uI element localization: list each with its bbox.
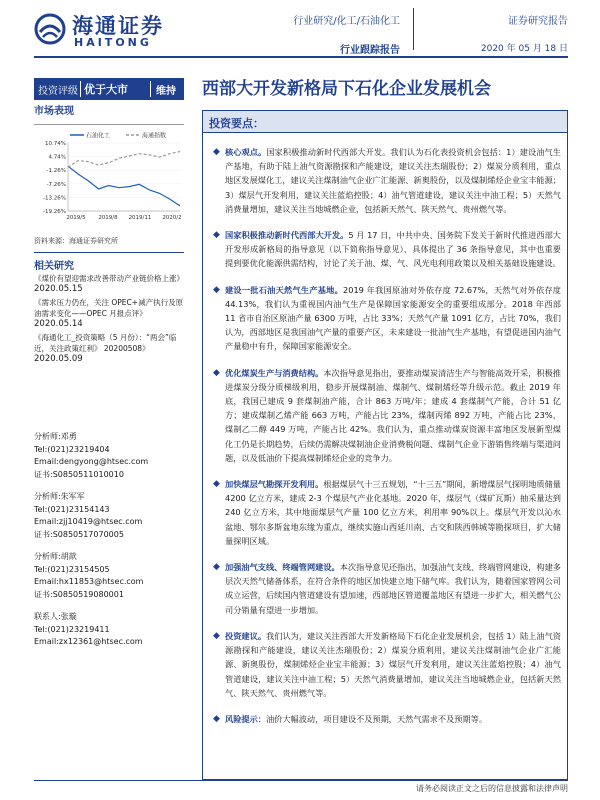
analyst-name: 分析师:胡歆 (34, 552, 77, 561)
legend-label-2: 海通指数 (142, 132, 167, 140)
key-points-panel (202, 110, 568, 780)
report-date: 2020 年 05 月 18 日 (480, 44, 568, 54)
bullet-icon: ◆ (213, 562, 220, 573)
market-chart-svg (34, 129, 184, 229)
bullet-icon: ◆ (213, 367, 220, 378)
analyst-email[interactable]: Email:zjj10419@htsec.com (34, 517, 143, 526)
key-point-lead: 国家积极推动新时代西部大开发。 (225, 230, 349, 241)
analyst-tel: Tel:(021)23154505 (34, 564, 110, 574)
y-tick-label: -7.26% (46, 181, 66, 188)
key-point-lead: 建设一批石油天然气生产基地。 (225, 284, 344, 295)
analyst-cert: 证书:S0850517070005 (34, 529, 124, 539)
key-point-lead: 加快煤层气勘探开发利用。 (225, 479, 324, 490)
key-point-lead: 加强油气支线、终端管网建设。 (225, 562, 340, 573)
analyst-card (34, 551, 184, 601)
key-point-text: 国家积极推动新时代西部大开发。我们认为石化表投资机会包括：1）建设油气生产基地，有助于陆上油气资源勘探和产能建设，建议关注杰瑞股份；2）煤炭分质利用，重点地区发展煤化工，建议关注煤制油气企业广汇能源、新奥股份，以及煤制烯烃企业宝丰能源；3）煤层气开发利用，建议关注蓝焰控股；4）油气管道建设，建议关注中油工程；5）天然气消费量增加，建议关注当地城燃企业，包括新天然气、陕天然气、贵州燃气等。 (225, 147, 561, 214)
related-item-title[interactable]: 《需求压力仍在，关注 OPEC+减产执行及原油需求变化——OPEC 月报点评》 (34, 298, 184, 318)
key-point-text: 本次指导意见指出，要推动煤炭清洁生产与智能高效开采，积极推进煤炭分级分质梯级利用，稳步开展煤制油、煤制气、煤制烯烃等升级示范。截止 2019 年底，我国已建成 9 套煤制油产能，合计 863 万吨/年；建成 4 套煤制气产能，合计 51 亿方；建成煤制乙烯产能 663 万吨，产能占比 23%，煤制丙烯 892 万吨，产能占比 23%，煤制乙二醇 449 万吨，产能占比 42%。我们认为，重点推动煤炭资源丰富地区发展新型煤化工仍是长期趋势，后续仍需解决煤制油企业消费税问题、煤制气企业下游销售终端与渠道问题，以及低油价下提高煤制烯烃企业的竞争力。 (225, 367, 561, 463)
bullet-icon: ◆ (213, 230, 220, 241)
key-point-lead: 核心观点。 (225, 147, 267, 157)
analyst-cert: 证书:S0850519080001 (34, 589, 124, 599)
related-item-date: 2020.05.14 (34, 319, 83, 329)
x-tick-label: 2019/8 (98, 215, 118, 221)
analyst-cert: 证书:S0850511010010 (34, 469, 124, 479)
legend-label-1: 石油化工 (86, 132, 111, 140)
report-header (0, 0, 600, 62)
key-point-paragraph (213, 477, 561, 548)
related-item-title[interactable]: 《海通化工_投资策略（5 月份）：“两会”临近，关注政策红利》 20200508》 (34, 333, 177, 353)
series-line-1 (68, 166, 180, 206)
report-type: 证券研究报告 (508, 16, 568, 27)
analyst-card (34, 491, 184, 541)
key-point-text: 5 月 17 日，中共中央、国务院下发关于新时代推进西部大开发形成新格局的指导意见（以下简称指导意见），具体提出了 36 条指导意见，其中也重要提到要优化能源供需结构，讨论了关于油、煤、气、风光电利用政策以及相关基础设施建设。 (225, 230, 561, 269)
key-point-text: 根据煤层气十三五规划，“十三五”期间，新增煤层气探明地质储量 4200 亿立方米，建成 2-3 个煤层气产业化基地。2020 年，煤层气（煤矿瓦斯）抽采量达到 240 亿立方米，其中地面煤层气产量 100 亿立方米，利用率 90%以上。煤层气开发以沁水盆地、鄂尔多斯盆地东缘为重点，继续实施山西延川南、古交和陕西韩城等勘探项目，扩大储量探明区域。 (225, 479, 561, 546)
market-heading: 市场表现 (34, 106, 74, 117)
key-points-body (213, 145, 561, 738)
x-tick-label: 2020/2 (162, 215, 182, 221)
key-point-lead: 投资建议。 (225, 630, 267, 641)
rating-action: 维持 (156, 86, 176, 97)
related-heading: 相关研究 (34, 261, 74, 272)
key-point-paragraph (213, 283, 561, 354)
haitong-logo-icon (34, 12, 66, 46)
bullet-icon: ◆ (213, 147, 220, 157)
key-points-header (203, 111, 567, 133)
haitong-logo (34, 8, 184, 54)
analyst-list (34, 431, 184, 649)
analyst-name: 分析师:朱军军 (34, 492, 85, 501)
key-point-paragraph (213, 712, 561, 726)
key-points-heading: 投资要点： (209, 117, 264, 130)
analyst-name: 联系人:张璇 (34, 612, 77, 621)
analyst-card (34, 611, 184, 649)
bullet-icon: ◆ (213, 479, 220, 490)
related-item-date: 2020.05.09 (34, 354, 83, 364)
report-subtype: 行业跟踪报告 (340, 45, 400, 56)
key-point-text: 本次指导意见还指出，加强油气支线、终端管网建设，构建多层次天然气储备体系，在符合条件的地区加快建立地下储气库。我们认为，随着国家管网公司成立运营，后续国内管道建设有望加速，西部地区管道覆盖地区有望进一步扩大，相关燃气公司分销量有望进一步增加。 (225, 562, 561, 615)
analyst-email[interactable]: Email:zx12361@htsec.com (34, 637, 143, 646)
key-point-text: 我们认为，建议关注西部大开发新格局下石化企业发展机会，包括 1）陆上油气资源勘探和产能建设，建议关注杰瑞股份；2）煤炭分质利用，建议关注煤制油气企业广汇能源、新奥股份，煤制烯烃企业宝丰能源；3）煤层气开发利用，建议关注蓝焰控股；4）油气管道建设，建议关注中油工程；5）天然气消费量增加，建议关注当地城燃企业，包括新天然气、陕天然气、贵州燃气等。 (225, 630, 561, 698)
key-point-text: 油价大幅波动，项目建设不及预期，天然气需求不及预期等。 (265, 713, 488, 724)
analyst-name: 分析师:邓勇 (34, 432, 77, 441)
analyst-tel: Tel:(021)23219404 (34, 444, 110, 454)
left-column (34, 102, 184, 659)
series-line-2 (68, 152, 180, 168)
bullet-icon: ◆ (213, 630, 220, 641)
key-point-paragraph (213, 560, 561, 617)
logo-en: HAITONG (74, 36, 152, 49)
related-item-title[interactable]: 《煤价有望迎需求改善带动产业链价格上涨》 (34, 274, 184, 283)
key-point-lead: 风险提示： (225, 713, 266, 724)
chart-source: 资料来源：海通证券研究所 (34, 237, 118, 245)
y-tick-label: 10.74% (45, 141, 66, 147)
x-tick-label: 2019/5 (66, 215, 86, 221)
key-point-paragraph (213, 366, 561, 465)
y-tick-label: -19.26% (43, 209, 66, 215)
related-item-date: 2020.05.15 (34, 284, 83, 294)
rating-label: 投资评级 (38, 86, 78, 97)
y-tick-label: 4.74% (48, 154, 66, 161)
key-point-lead: 优化煤炭生产与消费结构。 (225, 367, 324, 378)
analyst-tel: Tel:(021)23154143 (34, 504, 110, 514)
key-point-paragraph (213, 228, 561, 271)
footer-disclaimer: 请务必阅读正文之后的信息披露和法律声明 (416, 784, 568, 793)
bullet-icon: ◆ (213, 713, 220, 724)
y-tick-label: -13.26% (43, 195, 66, 202)
related-list (34, 273, 184, 365)
report-category: 行业研究/化工/石油化工 (293, 16, 400, 27)
y-tick-label: -1.26% (46, 168, 66, 175)
key-point-paragraph (213, 145, 561, 216)
header-divider (34, 56, 568, 58)
key-point-text: 2019 年我国原油对外依存度 72.67%，天然气对外依存度 44.13%，我们认为重视国内油气生产是保障国家能源安全的重要组成部分。2018 年西部 11 省市自治区原油产量 6300 万吨，占比 33%；天然气产量 1091 亿方，占比 70%，我们认为，西部地区是我国油气产量的重要产区，未来建设一批油气生产基地，有望促进国内油气产量稳中有升，保障国家能源安全。 (225, 284, 561, 352)
analyst-tel: Tel:(021)23219411 (34, 624, 110, 634)
x-tick-label: 2019/11 (128, 215, 152, 221)
report-title: 西部大开发新格局下石化企业发展机会 (202, 79, 491, 99)
key-point-paragraph (213, 629, 561, 700)
rating-value: 优于大市 (84, 83, 128, 96)
analyst-card (34, 431, 184, 481)
analyst-email[interactable]: Email:hx11853@htsec.com (34, 577, 144, 586)
bullet-icon: ◆ (213, 284, 220, 295)
rating-bar (34, 78, 184, 100)
market-chart (34, 124, 184, 252)
analyst-email[interactable]: Email:dengyong@htsec.com (34, 457, 149, 466)
logo-cn: 海通证券 (72, 13, 164, 38)
